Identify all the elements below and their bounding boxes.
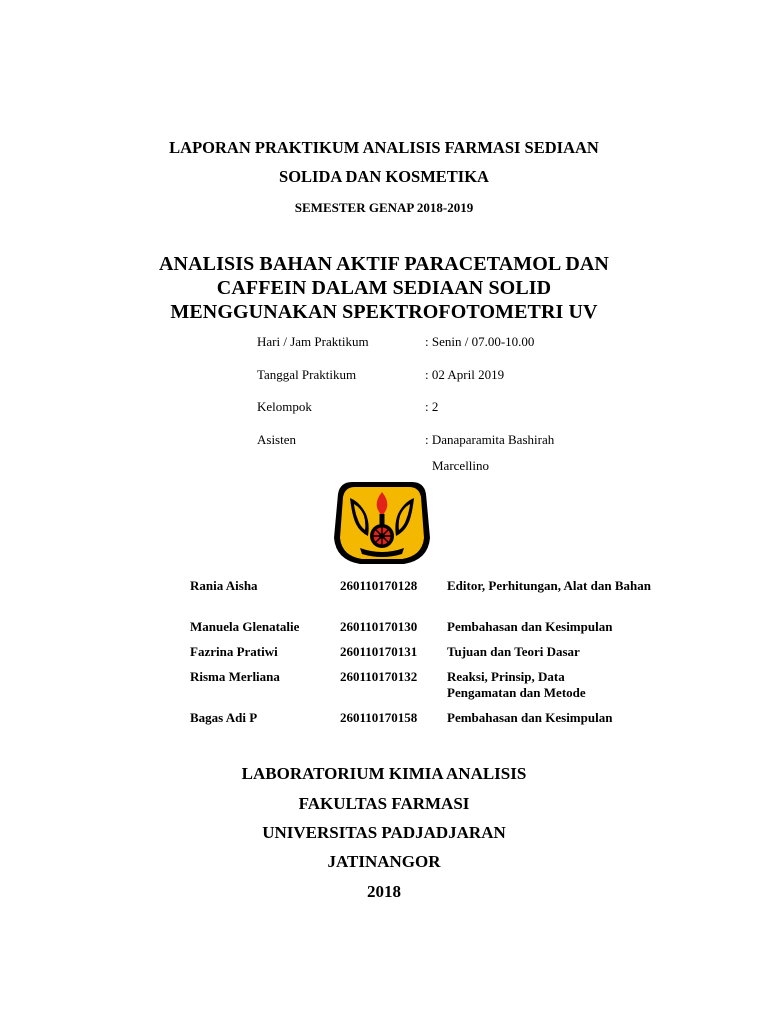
- member-task: Pembahasan dan Kesimpulan: [447, 619, 613, 634]
- member-npm: 260110170132: [340, 669, 418, 684]
- day-time-label: Hari / Jam Praktikum: [257, 334, 369, 349]
- member-task: Editor, Perhitungan, Alat dan Bahan: [447, 578, 651, 593]
- semester-label: SEMESTER GENAP 2018-2019: [294, 200, 474, 215]
- assistant-label: Asisten: [257, 432, 296, 447]
- footer-university: UNIVERSITAS PADJADJARAN: [262, 823, 506, 842]
- member-npm: 260110170128: [340, 578, 418, 593]
- main-title-line1: ANALISIS BAHAN AKTIF PARACETAMOL DAN: [159, 253, 609, 275]
- date-label: Tanggal Praktikum: [257, 367, 357, 382]
- report-title-line1: LAPORAN PRAKTIKUM ANALISIS FARMASI SEDIAAN: [169, 138, 599, 157]
- member-name: Risma Merliana: [190, 669, 280, 684]
- member-npm: 260110170158: [340, 710, 418, 725]
- member-name: Manuela Glenatalie: [190, 619, 300, 634]
- footer-city: JATINANGOR: [327, 852, 441, 871]
- member-name: Rania Aisha: [190, 578, 258, 593]
- main-title-line3: MENGGUNAKAN SPEKTROFOTOMETRI UV: [170, 301, 598, 323]
- footer-faculty: FAKULTAS FARMASI: [298, 794, 470, 813]
- day-time-value: : Senin / 07.00-10.00: [425, 334, 535, 349]
- group-value: : 2: [425, 399, 439, 414]
- member-npm: 260110170131: [340, 644, 418, 659]
- assistant-value-line2: Marcellino: [432, 458, 490, 473]
- footer-lab: LABORATORIUM KIMIA ANALISIS: [241, 764, 527, 783]
- member-name: Bagas Adi P: [190, 710, 258, 725]
- member-npm: 260110170130: [340, 619, 418, 634]
- member-task: Tujuan dan Teori Dasar: [447, 644, 580, 659]
- member-task: Pembahasan dan Kesimpulan: [447, 710, 613, 725]
- assistant-value-line1: : Danaparamita Bashirah: [425, 432, 555, 447]
- university-emblem-icon: [330, 478, 434, 568]
- member-name: Fazrina Pratiwi: [190, 644, 278, 659]
- report-title-line2: SOLIDA DAN KOSMETIKA: [279, 167, 489, 186]
- main-title-line2: CAFFEIN DALAM SEDIAAN SOLID: [216, 277, 552, 299]
- member-task: Reaksi, Prinsip, Data Pengamatan dan Metode: [447, 669, 586, 700]
- footer-year: 2018: [367, 882, 401, 901]
- date-value: : 02 April 2019: [425, 367, 505, 382]
- group-label: Kelompok: [257, 399, 312, 414]
